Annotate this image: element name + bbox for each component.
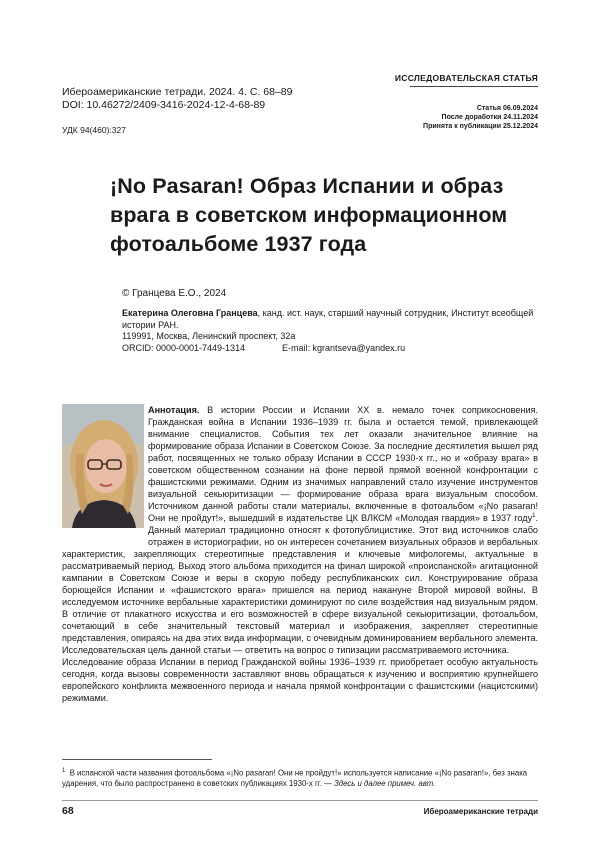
abstract-paragraph-2: Исследование образа Испании в период Гражданской войны 1936–1939 гг. приобретает особую актуальность сегодня, когда вызовы современности заставляют вновь обращаться к изучению и восприятию крупнейшего европейского конфликта межвоенного периода и начала прямой конфронтации с фашистскими (нацистскими) режимами.: [62, 657, 538, 703]
contact-row: [122, 343, 552, 355]
author-address: 119991, Москва, Ленинский проспект, 32а: [122, 331, 296, 342]
author-block: [122, 308, 552, 354]
abstract-text-1: В истории России и Испании XX в. немало точек соприкосновения. Гражданская война в Испании 1936–1939 гг. была и остается темой, привлекающей внимание специалистов. События тех лет оказали значительное влияние на формирование образа Испании в Советском Союзе. За последние десятилетия вышел ряд работ, посвященных не только образу Испании в СССР 1930-х гг., но и «образу врага» в советском общественном сознании на фоне первой прямой военной конфронтации с фашистскими режимами. Одним из значимых направлений стало изучение инструментов визуальной секьюритизации — формирование образа врага визуальным способом. Источником данной работы стали материалы, включенные в фотоальбом «¡No pasaran! Они не пройдут!», вышедший в издательстве ЦК ВЛКСМ «Молодая гвардия» в 1937 году: [148, 405, 538, 523]
footnote-text: В испанской части названия фотоальбома «¡No pasaran! Они не пройдут!» используется написание «¡No pasaran!», без знака ударения, что было распространено в советских публикациях 1930-х гг. —: [62, 768, 528, 789]
author-name: Екатерина Олеговна Гранцева: [122, 308, 258, 318]
author-line: [122, 308, 552, 331]
footnote-ref[interactable]: 1: [532, 512, 536, 519]
abstract: [62, 404, 538, 704]
article-dates: [423, 104, 538, 132]
footnote-rule: [62, 759, 212, 760]
doi: DOI: 10.46272/2409-3416-2024-12-4-68-89: [62, 98, 266, 111]
journal-issue: Ибероамериканские тетради. 2024. 4. С. 68–89: [62, 86, 293, 98]
article-title: ¡No Pasaran! Образ Испании и образ врага в советском информационном фотоальбоме 1937 года: [110, 174, 508, 256]
abstract-text-2: . Данный материал традиционно относят к фотопублицистике. Этот вид источников слабо отражен в историографии, но он интересен сочетанием визуальных образов и вербальных характеристик, закрепляющих стереотипные представления и ключевые мифологемы, актуальные в рассматриваемый период. Выход этого альбома приходится на финал широкой «происпанской» агитационной кампании в Советском Союзе и веры в скорую победу республиканских сил. Конструирование образа борющейся Испании и «фашистского врага» пришелся на период накануне Второй мировой войны. В исследуемом источнике вербальные характеристики доминируют по силе воздействия над визуальным рядом. В отличие от плакатного искусства и его возможностей в сфере визуальной секьюритизации, фотоальбом, сочетающий в себе значительный текстовый материал и изображения, закрепляет стереотипные представления, опираясь на два этих вида информации, с очевидным доминированием вербального элемента. Исследовательская цель данной статьи — ответить на вопрос о типизации рассматриваемого источника.: [62, 513, 538, 655]
footer-rule: [62, 800, 538, 801]
page-number: 68: [62, 805, 74, 817]
copyright: © Гранцева Е.О., 2024: [122, 288, 227, 299]
section-label: ИССЛЕДОВАТЕЛЬСКАЯ СТАТЬЯ: [394, 73, 538, 83]
date-accepted: Принята к публикации 25.12.2024: [423, 123, 538, 131]
date-received: Статья 06.09.2024: [476, 105, 538, 112]
email: E-mail: kgrantseva@yandex.ru: [282, 342, 406, 353]
header-rule: [410, 86, 538, 87]
abstract-label: Аннотация.: [148, 405, 200, 415]
running-title: Ибероамериканские тетради: [423, 807, 538, 816]
photo-spacer: [62, 404, 148, 540]
footnote-italic: Здесь и далее примеч. авт.: [334, 779, 436, 789]
journal-citation: [62, 86, 292, 111]
date-revised: После доработки 24.11.2024: [441, 114, 538, 122]
udk-code: УДК 94(460):327: [62, 125, 126, 135]
author-affiliation: , канд. ист. наук, старший научный сотрудник, Институт всеобщей истории РАН.: [122, 308, 534, 330]
footnote: [62, 766, 538, 790]
footnote-mark: 1: [62, 768, 66, 774]
orcid: ORCID: 0000-0001-7449-1314: [122, 342, 246, 353]
